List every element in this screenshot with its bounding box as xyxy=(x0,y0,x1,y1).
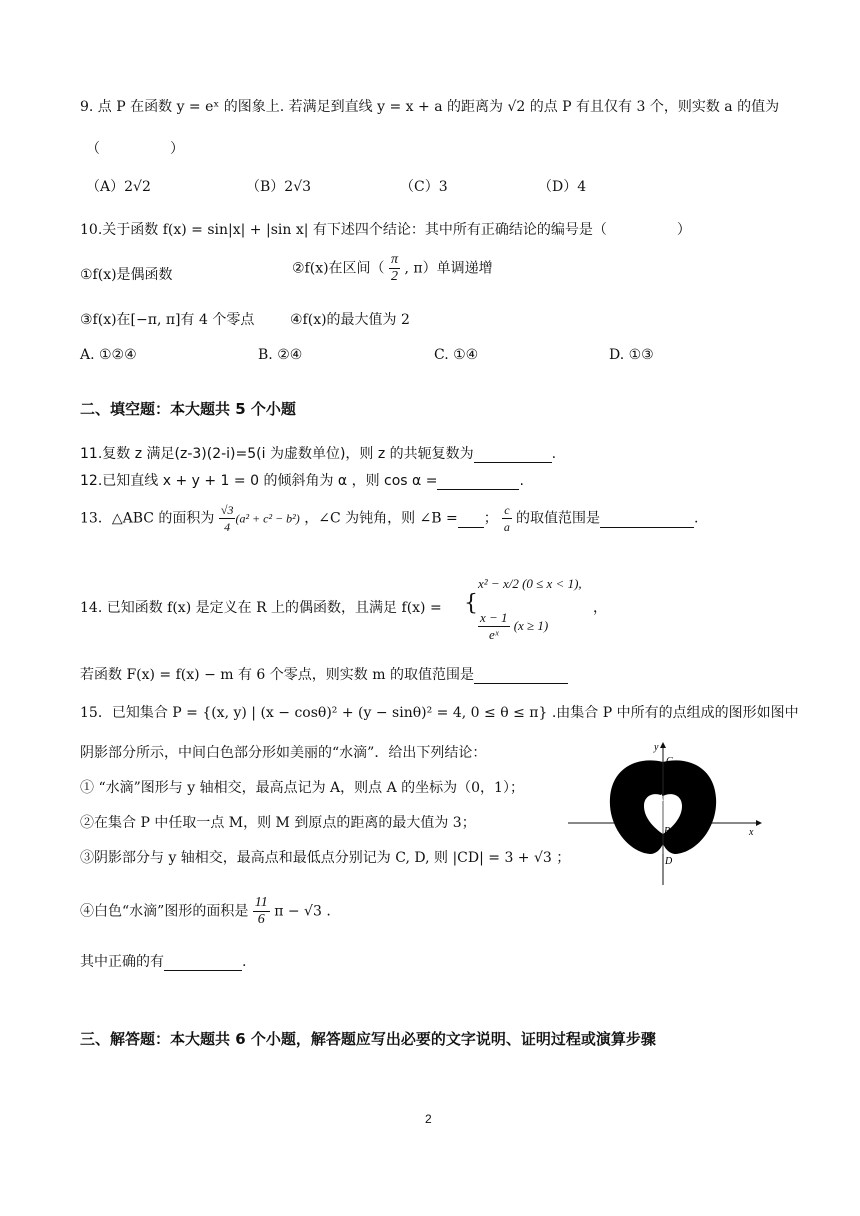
q13-semicolon: ； xyxy=(483,510,498,527)
q10-claim-2-pre: ②f(x)在区间（ xyxy=(292,260,385,277)
q9-paren: （ ） xyxy=(86,141,184,157)
q14-brace: { xyxy=(464,591,478,616)
q15-answer-text: 其中正确的有 xyxy=(80,954,164,970)
fraction-numerator: π xyxy=(391,252,399,267)
q13 xyxy=(80,502,698,535)
fraction-numerator: x − 1 xyxy=(480,610,508,625)
q12-end: . xyxy=(519,473,524,489)
q12-text: 12.已知直线 x + y + 1 = 0 的倾斜角为 α ，则 cos α = xyxy=(80,473,438,489)
q15-answer xyxy=(80,951,246,971)
q15-claim-4-post: π − √3 . xyxy=(274,903,331,920)
y-axis-arrow-icon xyxy=(660,742,666,748)
origin-label: O xyxy=(654,814,661,824)
q11 xyxy=(80,443,556,463)
q9-option-d: （D）4 xyxy=(538,179,587,195)
q14-case-2 xyxy=(478,610,548,643)
water-drop-figure xyxy=(566,740,766,890)
fraction-denominator: eˣ xyxy=(489,627,499,642)
answer-blank xyxy=(164,954,242,971)
fraction-denominator: 4 xyxy=(224,520,231,534)
q13-area-expression: (a² + c² − b²) xyxy=(235,511,300,526)
q9-stem: 9. 点 P 在函数 y = eˣ 的图象上. 若满足到直线 y = x + a 的距离为 √2 的点 P 有且仅有 3 个，则实数 a 的值为 xyxy=(80,99,780,115)
fraction-denominator: 2 xyxy=(391,269,399,284)
q14-case-2-fraction xyxy=(478,610,510,643)
q14-line-2-text: 若函数 F(x) = f(x) − m 有 6 个零点，则实数 m 的取值范围是 xyxy=(80,667,474,683)
q14-stem: 14. 已知函数 f(x) 是定义在 R 上的偶函数，且满足 f(x) = xyxy=(80,600,442,616)
q14-line-2 xyxy=(80,664,568,684)
q15-claim-3: ③阴影部分与 y 轴相交，最高点和最低点分别记为 C, D, 则 |CD| = 3 + √3 ； xyxy=(80,850,571,866)
answer-blank xyxy=(437,473,519,490)
section-2-heading: 二、填空题：本大题共 5 个小题 xyxy=(80,400,296,418)
q15-answer-end: . xyxy=(242,954,247,970)
q10-claim-3: ③f(x)在[−π, π]有 4 个零点 xyxy=(80,312,255,328)
x-axis-arrow-icon xyxy=(756,820,762,826)
q10-option-b: B. ②④ xyxy=(258,347,303,363)
q13-c-over-a xyxy=(502,502,511,535)
q10-claim-4: ④f(x)的最大值为 2 xyxy=(290,312,410,328)
q10-claim-2-post: , π）单调递增 xyxy=(404,260,493,277)
q15-claim-4-pre: ④白色“水滴”图形的面积是 xyxy=(80,903,249,920)
q15-claim-1: ① “水滴”图形与 y 轴相交，最高点记为 A，则点 A 的坐标为（0，1）； xyxy=(80,780,524,796)
q15-line-2: 阴影部分所示，中间白色部分形如美丽的“水滴”．给出下列结论： xyxy=(80,745,487,761)
q9-option-b: （B）2√3 xyxy=(246,179,312,195)
q10-option-c: C. ①④ xyxy=(434,347,479,363)
q10-stem: 10.关于函数 f(x) = sin|x| + |sin x| 有下述四个结论：其中所有正确结论的编号是（ ） xyxy=(80,222,691,238)
fraction-denominator: a xyxy=(503,520,510,534)
point-d-label: D xyxy=(665,856,673,867)
q15-claim-2: ②在集合 P 中任取一点 M，则 M 到原点的距离的最大值为 3； xyxy=(80,815,476,831)
fraction-numerator: √3 xyxy=(220,503,234,517)
q15-area-fraction xyxy=(253,895,270,928)
q15-claim-4 xyxy=(80,895,331,928)
q14-case-2-condition: (x ≥ 1) xyxy=(513,618,549,633)
q13-area-fraction xyxy=(219,502,236,535)
q10-option-d: D. ①③ xyxy=(609,347,654,363)
section-3-heading: 三、解答题：本大题共 6 个小题，解答题应写出必要的文字说明、证明过程或演算步骤 xyxy=(80,1030,656,1048)
q10-claim-2 xyxy=(292,252,493,285)
q14-tail: ， xyxy=(593,600,607,616)
point-a-label: A xyxy=(658,793,664,803)
point-b-label: B xyxy=(664,826,671,837)
q15-line-1: 15．已知集合 P = {(x, y) | (x − cosθ)² + (y − sinθ)² = 4, 0 ≤ θ ≤ π} .由集合 P 中所有的点组成的图形如图中 xyxy=(80,705,799,721)
x-axis-label: x xyxy=(749,827,754,838)
answer-blank xyxy=(474,446,552,463)
y-axis-label: y xyxy=(654,742,659,753)
answer-blank xyxy=(474,667,568,684)
q13-pre: 13．△ABC 的面积为 xyxy=(80,510,215,527)
q9-option-c: （C）3 xyxy=(400,179,448,195)
q12 xyxy=(80,470,524,490)
answer-blank xyxy=(600,511,694,528)
fraction-numerator: c xyxy=(504,503,510,517)
q11-text: 11.复数 z 满足(z-3)(2-i)=5(i 为虚数单位)，则 z 的共轭复数为 xyxy=(80,446,474,462)
q10-claim-1: ①f(x)是偶函数 xyxy=(80,267,173,283)
fraction-numerator: 11 xyxy=(254,895,268,910)
q9-option-a: （A）2√2 xyxy=(86,179,151,195)
page-number: 2 xyxy=(425,1112,432,1126)
q13-mid: ，∠C 为钝角，则 ∠B = xyxy=(304,510,458,527)
point-c-label: C xyxy=(666,756,673,767)
q14-case-1: x² − x/2 (0 ≤ x < 1), xyxy=(478,576,582,591)
q11-end: . xyxy=(551,446,557,462)
q10-option-a: A. ①②④ xyxy=(80,347,137,363)
q13-end: . xyxy=(694,510,699,527)
fraction-denominator: 6 xyxy=(257,912,265,927)
answer-blank xyxy=(458,511,484,528)
q10-claim-2-fraction xyxy=(389,252,400,285)
q13-post: 的取值范围是 xyxy=(516,510,600,527)
